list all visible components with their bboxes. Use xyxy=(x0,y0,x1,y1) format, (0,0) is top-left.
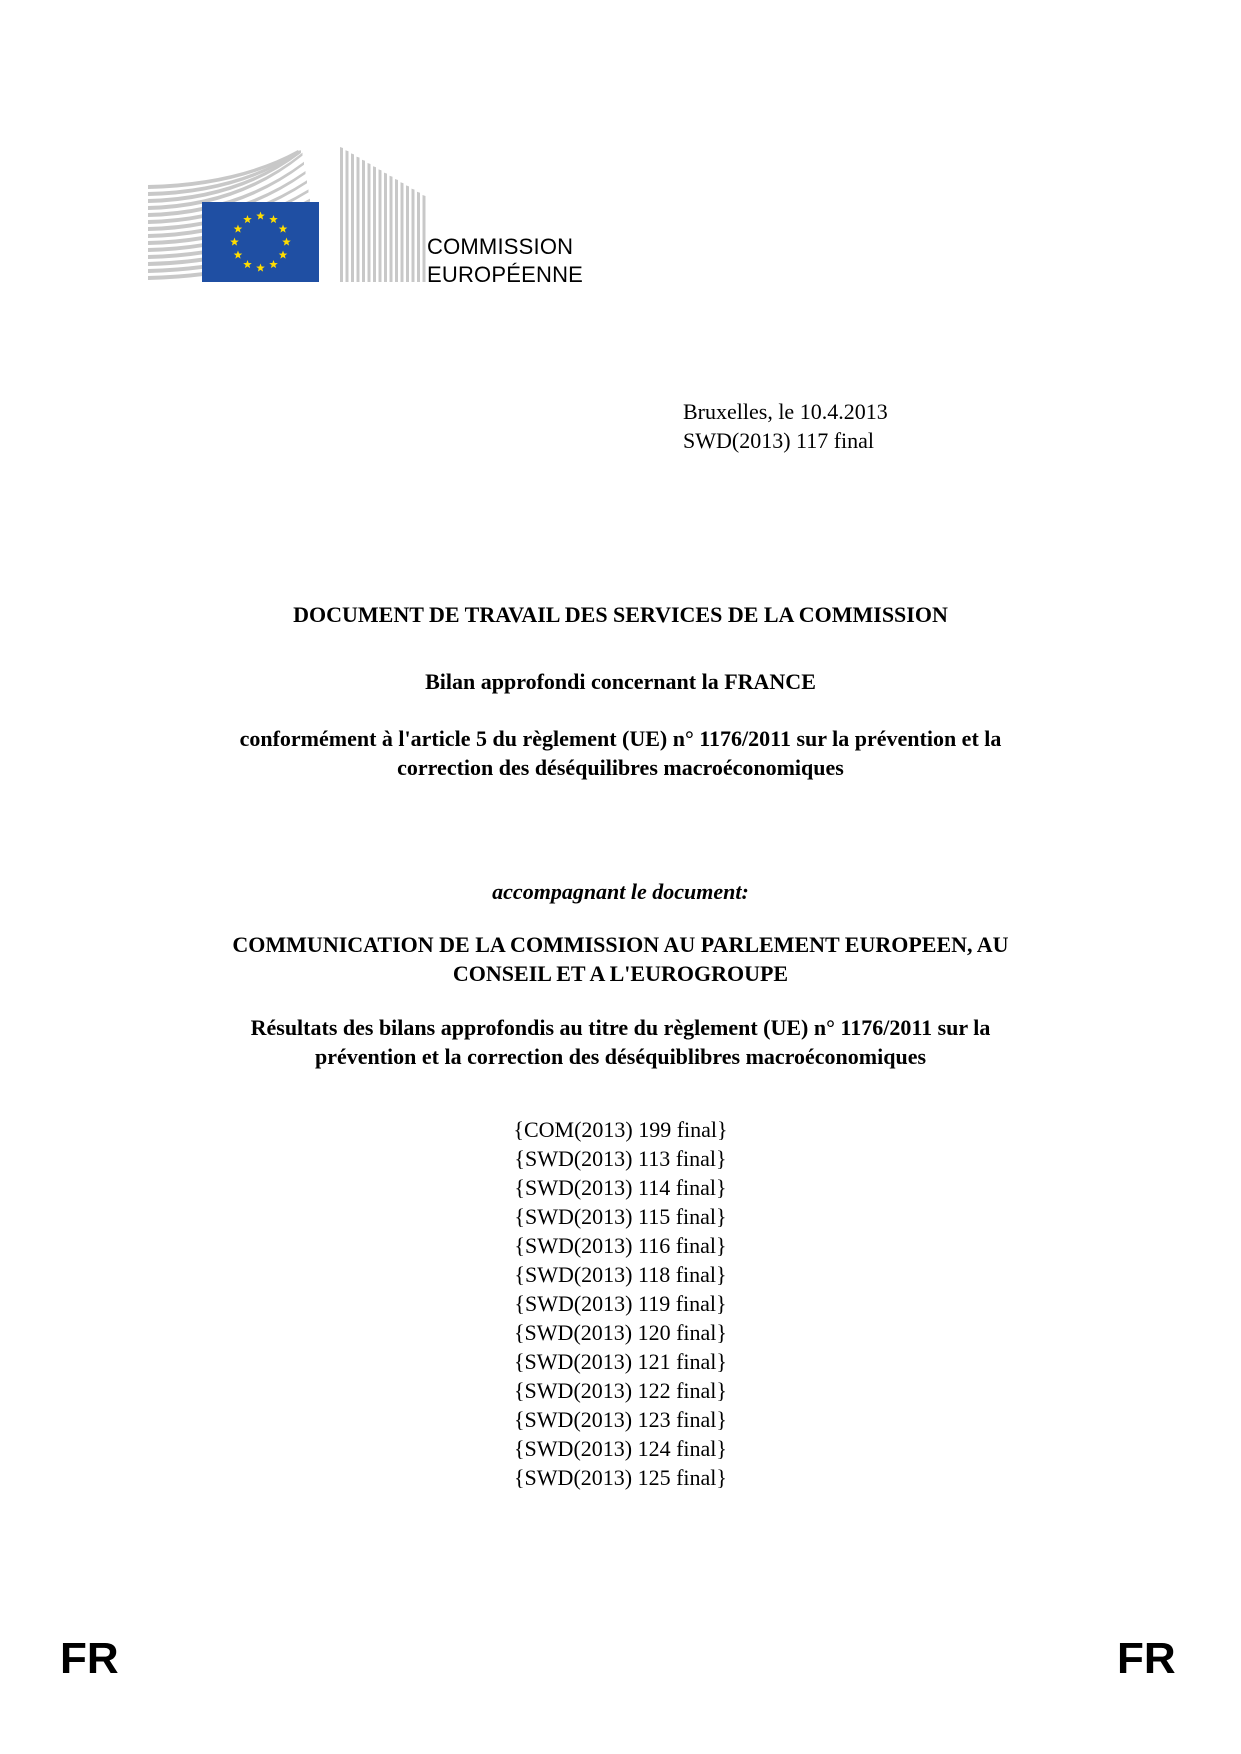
logo-pillar xyxy=(357,157,360,282)
list-item: {SWD(2013) 124 final} xyxy=(514,1436,727,1461)
results-title xyxy=(0,1013,1241,1071)
communication-title xyxy=(0,930,1241,988)
logo-pillar xyxy=(395,179,398,282)
legal-basis-line1: conformément à l'article 5 du règlement (UE) n° 1176/2011 sur la prévention et la xyxy=(239,726,1002,751)
list-item: {SWD(2013) 113 final} xyxy=(514,1146,727,1171)
logo-pillar xyxy=(417,192,420,282)
logo-pillar xyxy=(379,169,382,282)
list-item: {SWD(2013) 122 final} xyxy=(514,1378,727,1403)
document-type xyxy=(0,600,1241,629)
logo-pillar xyxy=(384,173,387,282)
list-item: {SWD(2013) 121 final} xyxy=(514,1349,727,1374)
document-subject-text: Bilan approfondi concernant la FRANCE xyxy=(425,669,816,694)
document-type-text: DOCUMENT DE TRAVAIL DES SERVICES DE LA COMMISSION xyxy=(293,602,948,627)
accompanying-intro-text: accompagnant le document: xyxy=(492,879,749,904)
organization-name-line1: COMMISSION xyxy=(427,234,574,259)
place-date: Bruxelles, le 10.4.2013 xyxy=(683,399,888,424)
logo-pillar xyxy=(401,182,404,282)
list-item: {SWD(2013) 118 final} xyxy=(514,1262,727,1287)
logo-pillar xyxy=(368,163,371,282)
european-commission-logo-icon xyxy=(148,145,428,285)
logo-pillar xyxy=(340,147,343,282)
organization-name xyxy=(427,233,583,289)
related-documents-list xyxy=(0,1115,1241,1492)
document-subject xyxy=(0,667,1241,696)
accompanying-intro xyxy=(0,877,1241,906)
logo-pillar xyxy=(373,166,376,282)
logo-pillar xyxy=(423,195,426,282)
reference-block xyxy=(683,397,888,455)
results-title-line1: Résultats des bilans approfondis au titre du règlement (UE) n° 1176/2011 sur la xyxy=(250,1015,991,1040)
logo-pillar xyxy=(362,160,365,282)
document-number: SWD(2013) 117 final xyxy=(683,428,875,453)
list-item: {SWD(2013) 119 final} xyxy=(514,1291,727,1316)
legal-basis-line2: correction des déséquilibres macroéconomiques xyxy=(397,755,844,780)
logo-pillar xyxy=(390,176,393,282)
list-item: {SWD(2013) 125 final} xyxy=(514,1465,727,1490)
logo-pillar xyxy=(406,185,409,282)
logo-pillar xyxy=(351,153,354,282)
organization-name-line2: EUROPÉENNE xyxy=(427,262,584,287)
logo-pillar xyxy=(412,189,415,282)
list-item: {COM(2013) 199 final} xyxy=(513,1117,728,1142)
list-item: {SWD(2013) 114 final} xyxy=(514,1175,727,1200)
communication-title-line1: COMMUNICATION DE LA COMMISSION AU PARLEMENT EUROPEEN, AU xyxy=(232,932,1009,957)
logo-pillar xyxy=(346,150,349,282)
list-item: {SWD(2013) 120 final} xyxy=(514,1320,727,1345)
legal-basis xyxy=(0,724,1241,782)
list-item: {SWD(2013) 123 final} xyxy=(514,1407,727,1432)
language-code-right: FR xyxy=(1117,1634,1176,1683)
language-code-left: FR xyxy=(60,1634,119,1683)
list-item: {SWD(2013) 115 final} xyxy=(514,1204,727,1229)
communication-title-line2: CONSEIL ET A L'EUROGROUPE xyxy=(452,961,789,986)
results-title-line2: prévention et la correction des déséquiblibres macroéconomiques xyxy=(314,1044,927,1069)
list-item: {SWD(2013) 116 final} xyxy=(514,1233,727,1258)
